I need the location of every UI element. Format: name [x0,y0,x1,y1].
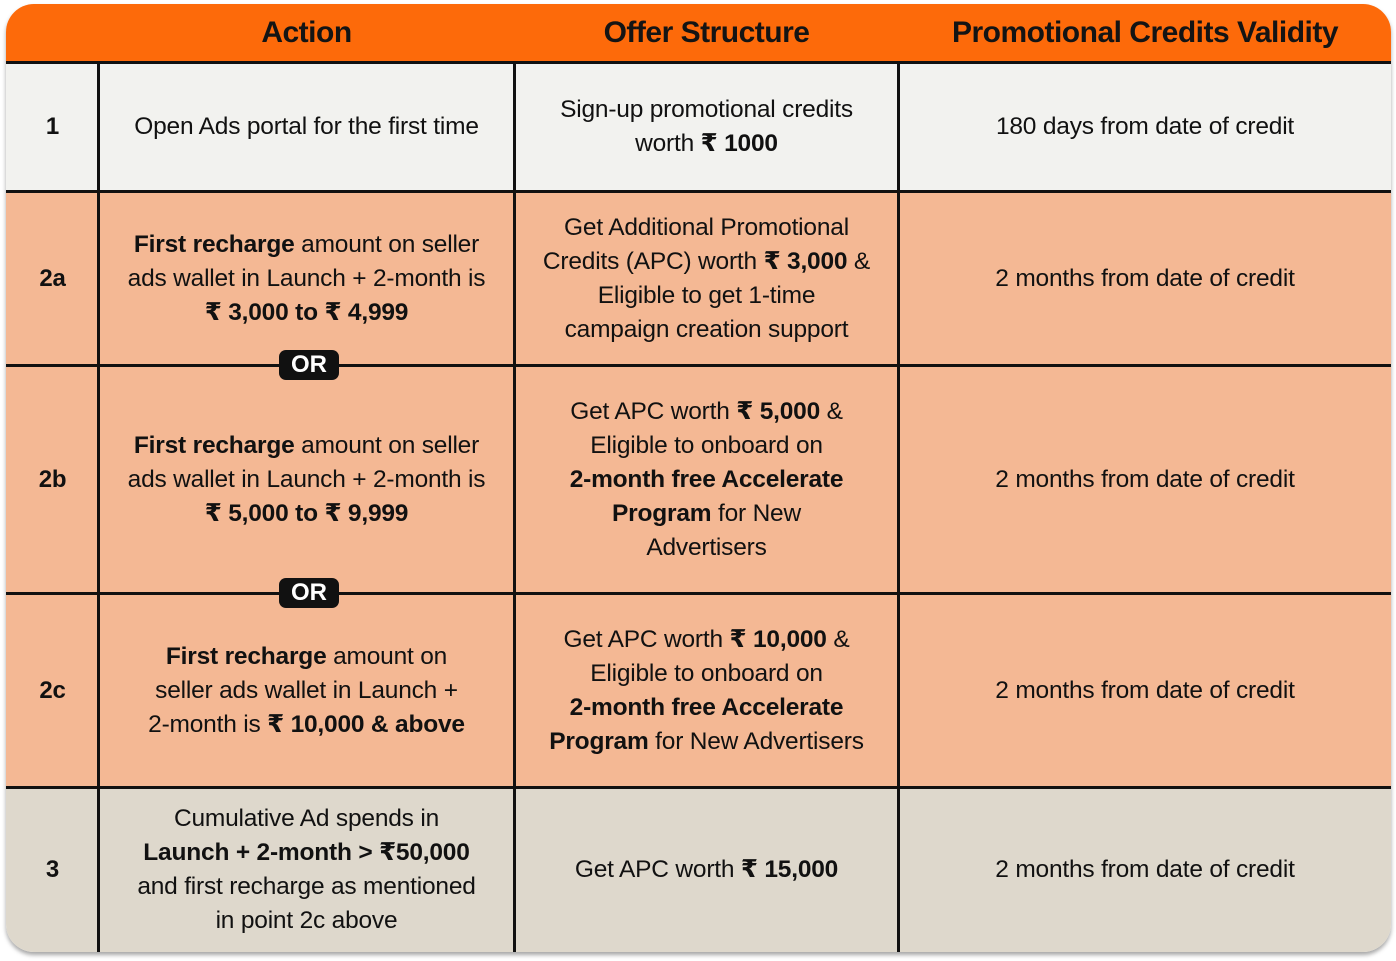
table-header [6,4,1391,62]
offer-table [6,4,1391,952]
validity-cell: 180 days from date of credit [995,113,1295,140]
header-credits-validity: Promotional Credits Validity [951,16,1339,49]
table-row [6,594,1391,788]
action-cell: First recharge amount on seller ads wallet in Launch + 2-month is ₹ 10,000 & above [148,643,465,738]
offer-cell: Get APC worth ₹ 5,000 & Eligible to onboard on 2-month free Accelerate Program for New Advertisers [569,398,844,561]
row-number: 3 [45,856,60,883]
or-badge: OR [279,578,339,608]
divider [897,62,900,952]
offer-cell: Get Additional Promotional Credits (APC) worth ₹ 3,000 & Eligible to get 1-time campaign creation support [542,214,871,343]
row-number: 2a [39,265,66,292]
or-badge: OR [279,350,339,380]
row-number: 2c [39,677,66,704]
header-offer-structure: Offer Structure [603,16,810,49]
table-row [6,366,1391,594]
validity-cell: 2 months from date of credit [995,856,1295,883]
offer-cell: Get APC worth ₹ 10,000 & Eligible to onboard on 2-month free Accelerate Program for New Advertisers [549,626,864,755]
table-row [6,62,1391,192]
divider [6,190,1391,193]
divider [6,61,1391,64]
header-action: Action [261,16,352,49]
row-number: 2b [38,466,67,493]
table-row [6,192,1391,366]
divider [6,364,1391,367]
validity-cell: 2 months from date of credit [995,677,1295,704]
offer-cell: Sign-up promotional credits worth ₹ 1000 [560,96,853,157]
table-row [6,788,1391,952]
validity-cell: 2 months from date of credit [995,466,1295,493]
offer-cell: Get APC worth ₹ 15,000 [574,856,839,883]
row-number: 1 [45,113,60,140]
action-cell: First recharge amount on seller ads wallet in Launch + 2-month is ₹ 5,000 to ₹ 9,999 [127,432,486,527]
divider [97,62,100,952]
action-cell: Cumulative Ad spends in Launch + 2-month > ₹50,000 and first recharge as mentioned in point 2c above [137,805,476,934]
divider [513,62,516,952]
validity-cell: 2 months from date of credit [995,265,1295,292]
action-cell: Open Ads portal for the first time [134,113,479,140]
action-cell: First recharge amount on seller ads wallet in Launch + 2-month is ₹ 3,000 to ₹ 4,999 [127,231,486,326]
divider [6,786,1391,789]
divider [6,592,1391,595]
